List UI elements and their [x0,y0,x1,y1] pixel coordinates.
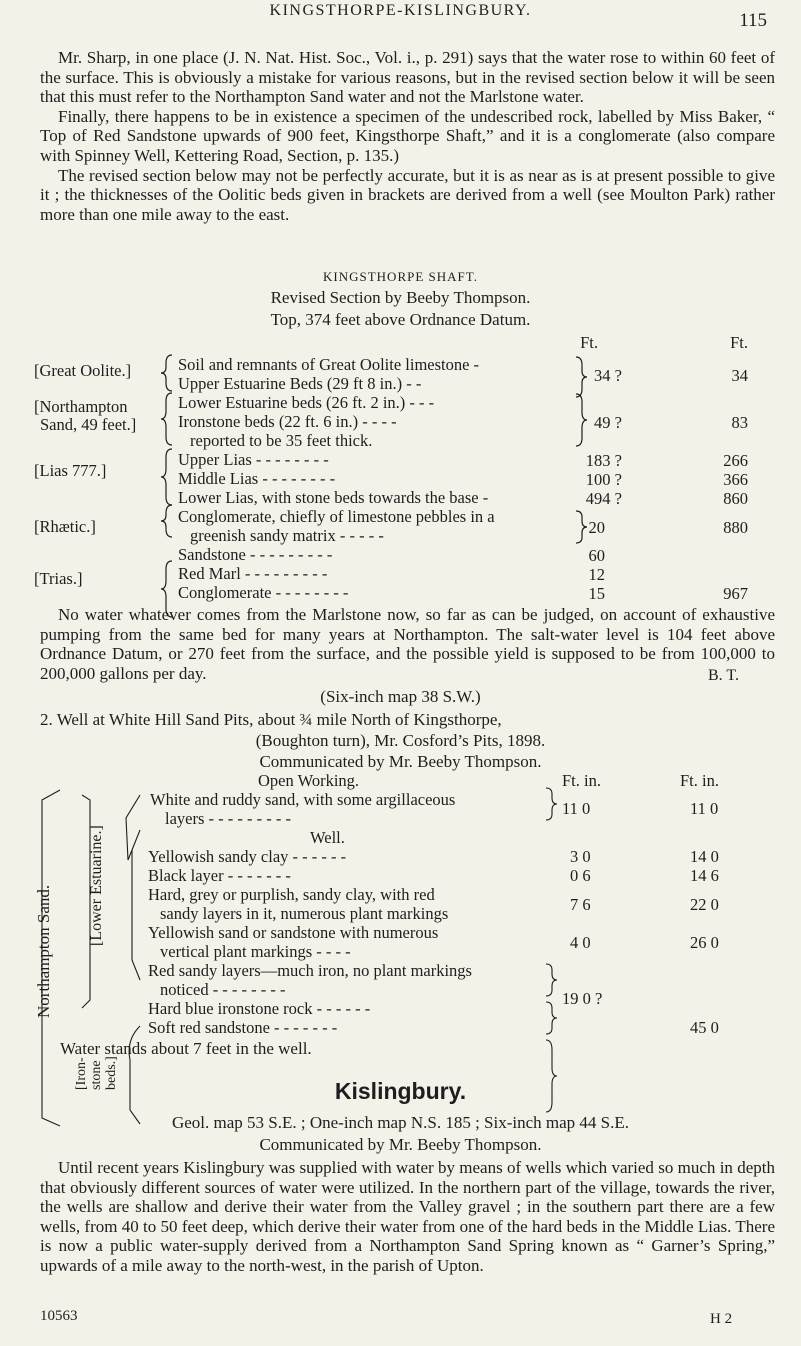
map-reference-1: (Six-inch map 38 S.W.) [320,687,481,706]
item2-row-8: vertical plant markings - - - - [160,942,351,961]
item2-row-11: Hard blue ironstone rock - - - - - - [148,999,371,1018]
side-label-northampton-sand: Northampton Sand. [34,884,53,1018]
item2-thick-6: 19 0 ? [562,989,603,1008]
kislingbury-paragraph: Until recent years Kislingbury was supplied with water by means of wells which varied so much in depth that obviously different sources of water were utilized. In the northern part of the village, towards the river, the wells are shallow and derive their water from the Valley gravel ; in the southern part there are a few wells, from 40 to 50 feet deep, which derive their water from one of the hard beds in the Middle Lias. There is now a public water-supply derived from a Northampton Sand Spring known as “ Garner’s Spring,” upwards of a mile away to the north-west, in the parish of Upton. [40,1158,775,1275]
item2-row-9: Red sandy layers—much iron, no plant markings [148,961,472,980]
group-trias: [Trias.] [34,569,83,588]
s1-depth-2: 83 [731,413,748,432]
s1-thick-5: 494 ? [585,489,622,508]
s1-row-1: Soil and remnants of Great Oolite limestone - [178,355,480,374]
s1-thick-7: 60 [588,546,605,565]
item2-row-2: layers - - - - - - - - - [165,809,291,828]
item2-communicated: Communicated by Mr. Beeby Thompson. [259,752,542,771]
item2-depth-1: 11 0 [690,799,719,818]
item2-thick-2: 3 0 [570,847,591,866]
intro-paragraph-1: Mr. Sharp, in one place (J. N. Nat. Hist. Soc., Vol. i., p. 291) says that the water rose to within 60 feet of the surface. This is obviously a mistake for various reasons, but in the revised section below it will be seen that this must refer to the Northampton Sand water and not the Marlstone water. [40,48,775,107]
s1-row-2: Upper Estuarine Beds (29 ft 8 in.) - - [178,374,422,393]
kislingbury-maps: Geol. map 53 S.E. ; One-inch map N.S. 185 ; Six-inch map 44 S.E. [171,1113,630,1132]
s1-row-4: Ironstone beds (22 ft. 6 in.) - - - - [178,412,397,431]
group-great-oolite: [Great Oolite.] [34,361,132,380]
side-label-ironstone-2: stone [89,1060,104,1090]
footer-code: 10563 [40,1308,78,1324]
s1-row-13: Conglomerate - - - - - - - - [178,583,349,602]
intro-paragraph-3: The revised section below may not be perfectly accurate, but it is as near as is at present possible to give it ; the thicknesses of the Oolitic beds given in brackets are derived from a well (see Moulton Park) rather more than one mile away to the east. [40,165,775,224]
s1-depth-5: 860 [723,489,748,508]
kislingbury-text [40,1158,775,1276]
col-ft2-header: Ft. [730,333,748,352]
signature-bt: B. T. [708,667,739,684]
side-label-ironstone-3: beds.] [104,1056,119,1090]
s1-depth-3: 266 [723,451,748,470]
item2-row-7: Yellowish sand or sandstone with numerous [148,923,439,942]
item2-heading: 2. Well at White Hill Sand Pits, about ¾ mile North of Kingsthorpe, [40,710,502,729]
s1-row-7: Middle Lias - - - - - - - - [178,469,336,488]
s1-row-6: Upper Lias - - - - - - - - [178,450,329,469]
s1-depth-6: 880 [723,518,748,537]
section-datum: Top, 374 feet above Ordnance Datum. [270,310,531,329]
item2-row-12: Soft red sandstone - - - - - - - [148,1018,338,1037]
item2-thick-3: 0 6 [570,866,591,885]
kislingbury-title: Kislingbury. [334,1078,467,1104]
page-number: 115 [739,10,767,31]
s1-row-8: Lower Lias, with stone beds towards the base - [178,488,489,507]
s1-thick-1: 34 ? [594,366,622,385]
item2-thick-1: 11 0 [562,799,591,818]
item2-open-working: Open Working. [258,771,360,790]
s1-thick-9: 15 [588,584,605,603]
s1-row-5: reported to be 35 feet thick. [190,431,373,450]
item2-row-4: Black layer - - - - - - - [148,866,291,885]
item2-well: Well. [310,828,345,847]
side-label-ironstone-1: [Iron- [74,1057,89,1090]
s1-thick-3: 183 ? [585,451,622,470]
item2-heading-2: (Boughton turn), Mr. Cosford’s Pits, 1898. [255,731,546,750]
group-lias: [Lias 777.] [34,461,107,480]
group-rhaetic: [Rhætic.] [34,517,96,536]
item2-water-note: Water stands about 7 feet in the well. [60,1039,312,1058]
item2-row-1: White and ruddy sand, with some argillaceous [150,790,456,809]
s1-row-12: Red Marl - - - - - - - - - [178,564,328,583]
col-ft-header: Ft. [580,333,598,352]
footer-signature: H 2 [710,1311,733,1327]
item2-depth-4: 22 0 [690,895,719,914]
item2-depth-5: 26 0 [690,933,719,952]
s1-row-11: Sandstone - - - - - - - - - [178,545,333,564]
s1-row-10: greenish sandy matrix - - - - - [190,526,384,545]
s1-row-9: Conglomerate, chiefly of limestone pebbles in a [178,507,495,526]
s1-depth-4: 366 [723,470,748,489]
item2-row-3: Yellowish sandy clay - - - - - - [148,847,347,866]
section-subtitle: Revised Section by Beeby Thompson. [270,288,531,307]
item2-row-6: sandy layers in it, numerous plant markings [160,904,449,923]
group-northampton-2: Sand, 49 feet.] [40,415,137,434]
intro-paragraph-2: Finally, there happens to be in existence a specimen of the undescribed rock, labelled by Miss Baker, “ Top of Red Sandstone upwards of 900 feet, Kingsthorpe Shaft,” and it is a conglomerate (also compare with Spinney Well, Kettering Road, Section, p. 135.) [40,106,775,165]
section-title: KINGSTHORPE SHAFT. [323,269,478,284]
s1-thick-4: 100 ? [585,470,622,489]
kislingbury-communicated: Communicated by Mr. Beeby Thompson. [259,1135,542,1154]
marlstone-text: No water whatever comes from the Marlstone now, so far as can be judged, on account of exhaustive pumping from the same bed for many years at Northampton. The salt-water level is 104 feet above Ordnance Datum, or 270 feet from the surface, and the possible yield is supposed to be from 100,000 to 200,000 gallons per day. [40,605,775,683]
group-northampton-1: [Northampton [34,397,128,416]
running-title: KINGSTHORPE-KISLINGBURY. [269,2,532,19]
s1-depth-7: 967 [723,584,748,603]
item2-row-5: Hard, grey or purplish, sandy clay, with red [148,885,435,904]
s1-thick-2: 49 ? [594,413,622,432]
item2-depth-6: 45 0 [690,1018,719,1037]
s1-depth-1: 34 [731,366,748,385]
item2-col-a: Ft. in. [562,771,601,790]
item2-col-b: Ft. in. [680,771,719,790]
item2-row-10: noticed - - - - - - - - [160,980,286,999]
item2-depth-2: 14 0 [690,847,719,866]
s1-thick-6: 20 [588,518,605,537]
item2-depth-3: 14 6 [690,866,719,885]
s1-row-3: Lower Estuarine beds (26 ft. 2 in.) - - - [178,393,435,412]
item2-thick-4: 7 6 [570,895,591,914]
s1-thick-8: 12 [588,565,605,584]
item2-thick-5: 4 0 [570,933,591,952]
side-label-lower-estuarine: [Lower Estuarine.] [88,825,105,946]
